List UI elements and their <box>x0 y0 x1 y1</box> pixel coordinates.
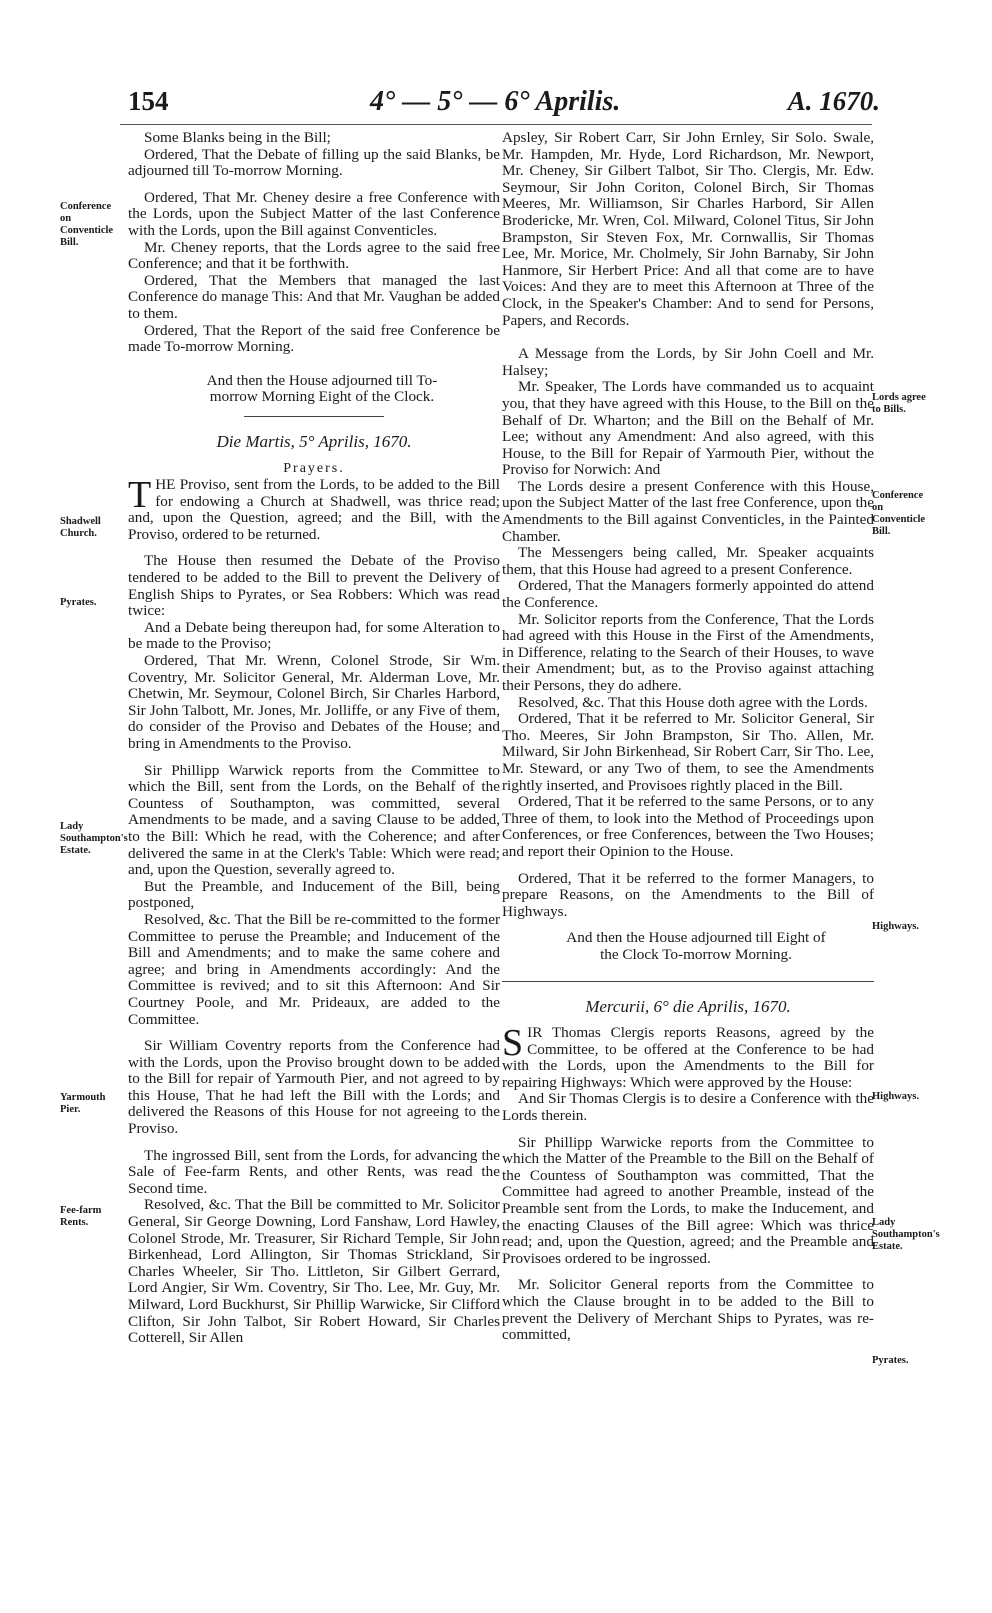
day-heading: Mercurii, 6° die Aprilis, 1670. <box>585 996 791 1016</box>
header-year: A. 1670. <box>787 86 880 116</box>
margin-note-southampton: Lady Southampton's Estate. <box>60 821 128 856</box>
page-number: 154 <box>128 86 169 116</box>
paragraph: A Message from the Lords, by Sir John Coell and Mr. Halsey; <box>502 345 874 379</box>
paragraph: And a Debate being thereupon had, for some Alteration to be made to the Proviso; <box>128 618 500 653</box>
page-header <box>120 86 880 134</box>
paragraph: The ingrossed Bill, sent from the Lords, for advancing the Sale of Fee-farm Rents, and other Rents, was read the Second time. <box>128 1146 500 1197</box>
paragraph: Mr. Solicitor reports from the Conference, That the Lords had agreed with this House in the First of the Amendments, in Difference, relating to the Search of their Houses, to wave their Amendment; but, as to the Proviso against attaching their Persons, they do adhere. <box>502 610 874 694</box>
margin-note-lords-agree: Lords agree to Bills. <box>872 392 926 415</box>
paragraph: Ordered, That the Managers formerly appointed do attend the Conference. <box>502 577 874 612</box>
margin-note-conventicle: Conference on Conventicle Bill. <box>60 201 114 248</box>
paragraph: Sir William Coventry reports from the Conference had with the Lords, upon the Proviso brought down to be added to the Bill for repair of Yarmouth Pier, and not agreed to by this House, That he had left the Bill with the Lords; and delivered the Reasons of this House for not agreeing to the Proviso. <box>128 1037 500 1138</box>
paragraph: Apsley, Sir Robert Carr, Sir John Ernley, Sir Solo. Swale, Mr. Hampden, Mr. Hyde, Lord Richardson, Mr. Newport, Mr. Cheney, Sir Gilbert Talbot, Sir Tho. Clergis, Mr. Edw. Seymour, Sir John Coriton, Colonel Birch, Sir Thomas Meeres, Mr. Williamson, Sir Charles Harbord, Sir Allen Brodericke, Mr. Wren, Col. Milward, Colonel Titus, Sir John Brampston, Sir Steven Fox, Mr. Cornwallis, Sir Thomas Lee, Mr. Morice, Mr. Cholmely, Sir John Barnaby, Sir John Hanmore, Sir Herbert Price: And all that come are to have Voices: And they are to meet this Afternoon at Three of the Clock, in the Speaker's Chamber: And to send for Persons, Papers, and Records. <box>502 129 874 329</box>
paragraph: Resolved, &c. That the Bill be re-committed to the former Committee to peruse the Preamble; and Inducement of the Bill and Amendments; and to make the same cohere and agree; and bring in Amendments accordingly: And the Committee is revived; and to sit this Afternoon: And Sir Courtney Poole, and Mr. Prideaux, are added to the Committee. <box>128 910 500 1028</box>
drop-cap: S <box>502 1022 524 1065</box>
paragraph: Mr. Cheney reports, that the Lords agree to the said free Conference; and that it be forthwith. <box>128 238 500 273</box>
margin-note-conventicle-right: Conference on Conventicle Bill. <box>872 490 926 537</box>
paragraph: Resolved, &c. That the Bill be committed to Mr. Solicitor General, Sir George Downing, Lord Fanshaw, Lord Hawley, Colonel Strode, Mr. Treasurer, Sir Richard Temple, Sir John Birkenhead, Lord Allington, Sir Thomas Strickland, Sir Charles Wheeler, Sir Tho. Littleton, Sir Gilbert Gerrard, Lord Angier, Sir Wm. Coventry, Sir Tho. Lee, Mr. Guy, Mr. Milward, Lord Buckhurst, Sir Phillip Warwicke, Sir Clifford Clifton, Sir John Talbot, Sir Robert Howard, Sir Charles Cotterell, Sir Allen <box>128 1196 500 1347</box>
drop-cap: T <box>128 474 152 517</box>
paragraph: Some Blanks being in the Bill; <box>144 129 331 146</box>
margin-note-pyrates-right: Pyrates. <box>872 1355 909 1366</box>
paragraph: Mr. Speaker, The Lords have commanded us to acquaint you, that they have agreed with this House, to the Bill on the Behalf of Dr. Wharton; and the Bill on the Behalf of Mr. Lee; without any Amendment: And also agreed, with this House, to the Bill for Repair of Yarmouth Pier, without the Proviso for Norwich: And <box>502 378 874 479</box>
margin-note-highways: Highways. <box>872 921 919 932</box>
paragraph: THE Proviso, sent from the Lords, to be added to the Bill for endowing a Church at Shadwell, was thrice read; and, upon the Question, agreed; and the Bill, with the Proviso, ordered to be returned. <box>128 474 500 543</box>
paragraph: The Messengers being called, Mr. Speaker acquaints them, that this House had agreed to a present Conference. <box>502 544 874 578</box>
paragraph: Ordered, That it be referred to the same Persons, or to any Three of them, to look into the Method of Proceedings upon Conferences, or free Conferences, between the Two Houses; and report their Opinion to the House. <box>502 793 874 860</box>
paragraph: SIR Thomas Clergis reports Reasons, agreed by the Committee, to be offered at the Conference to be had with the Lords, upon the Amendments to the Bill for repairing Highways: Which were approved by the House: <box>502 1022 874 1091</box>
paragraph: Sir Phillipp Warwick reports from the Committee to which the Bill, sent from the Lords, on the Behalf of the Countess of Southampton, was committed, several Amendments to be made, and a saving Clause to be added, to the Bill: Which he read, with the Coherence; and after delivered the same in at the Clerk's Table: Which were read; and, upon the Question, severally agreed to. <box>128 761 500 879</box>
margin-note-pyrates: Pyrates. <box>60 597 97 608</box>
paragraph: Ordered, That Mr. Cheney desire a free Conference with the Lords, upon the Subject Matter of the last Conference with the Lords, upon the Bill against Conventicles. <box>128 188 500 239</box>
margin-note-feefarm: Fee-farm Rents. <box>60 1205 102 1228</box>
paragraph: Ordered, That it be referred to the former Managers, to prepare Reasons, on the Amendments to the Bill of Highways. <box>502 869 874 920</box>
header-rule <box>120 124 872 125</box>
adjournment: And then the House adjourned till To-morrow Morning Eight of the Clock. <box>206 371 438 406</box>
paragraph: Resolved, &c. That this House doth agree with the Lords. <box>518 693 868 711</box>
paragraph: And Sir Thomas Clergis is to desire a Conference with the Lords therein. <box>502 1090 874 1125</box>
left-column <box>128 130 500 1347</box>
paragraph: Ordered, That the Members that managed the last Conference do manage This: And that Mr. Vaughan be added to them. <box>128 271 500 322</box>
margin-note-southampton-right: Lady Southampton's Estate. <box>872 1217 940 1252</box>
paragraph: Ordered, That it be referred to Mr. Solicitor General, Sir Tho. Meeres, Sir John Brampston, Sir Tho. Allen, Mr. Milward, Sir John Birkenhead, Sir Robert Carr, Sir Tho. Lee, Mr. Steward, or any Two of them, to see the Amendments rightly inserted, and Provisoes rightly placed in the Bill. <box>502 710 874 794</box>
paragraph: Mr. Solicitor General reports from the Committee to which the Clause brought in to be added to the Bill to prevent the Delivery of Merchant Ships to Pyrates, was re-committed, <box>502 1276 874 1344</box>
paragraph: Ordered, That Mr. Wrenn, Colonel Strode, Sir Wm. Coventry, Mr. Solicitor General, Mr. Alderman Love, Mr. Chetwin, Mr. Seymour, Colonel Birch, Sir Charles Harbord, Sir John Talbott, Mr. Jones, Mr. Jolliffe, or any Five of them, do consider of the Proviso and Debates of the House; and bring in Amendments to the Proviso. <box>128 652 500 752</box>
margin-note-shadwell: Shadwell Church. <box>60 516 101 539</box>
header-dates: 4° — 5° — 6° Aprilis. <box>370 86 621 117</box>
margin-note-highways-2: Highways. <box>872 1091 919 1102</box>
prayers-heading: Prayers. <box>283 460 345 476</box>
paragraph: The Lords desire a present Conference with this House, upon the Subject Matter of the last free Conference, upon the Amendments to the Bill against Conventicles, in the Painted Chamber. <box>502 477 874 545</box>
day-heading: Die Martis, 5° Aprilis, 1670. <box>216 431 412 451</box>
paragraph: Ordered, That the Report of the said free Conference be made To-morrow Morning. <box>128 321 500 356</box>
paragraph: The House then resumed the Debate of the Proviso tendered to be added to the Bill to prevent the Delivery of English Ships to Pyrates, or Sea Robbers: Which was read twice: <box>128 552 500 620</box>
right-column <box>502 130 874 1344</box>
margin-note-yarmouth: Yarmouth Pier. <box>60 1092 106 1115</box>
adjournment: And then the House adjourned till Eight of the Clock To-morrow Morning. <box>566 929 826 963</box>
paragraph: Ordered, That the Debate of filling up the said Blanks, be adjourned till To-morrow Morning. <box>128 145 500 180</box>
paragraph: But the Preamble, and Inducement of the Bill, being postponed, <box>128 877 500 912</box>
paragraph: Sir Phillipp Warwicke reports from the Committee to which the Matter of the Preamble to the Bill on the Behalf of the Countess of Southampton was committed, That the Committee had agreed to another Preamble, instead of the Preamble sent from the Lords, to make the Inducement, and the enacting Clauses of the Bill agree: Which was thrice read; and, upon the Question, agreed; and the Preamble and Provisoes ordered to be ingrossed. <box>502 1133 874 1267</box>
